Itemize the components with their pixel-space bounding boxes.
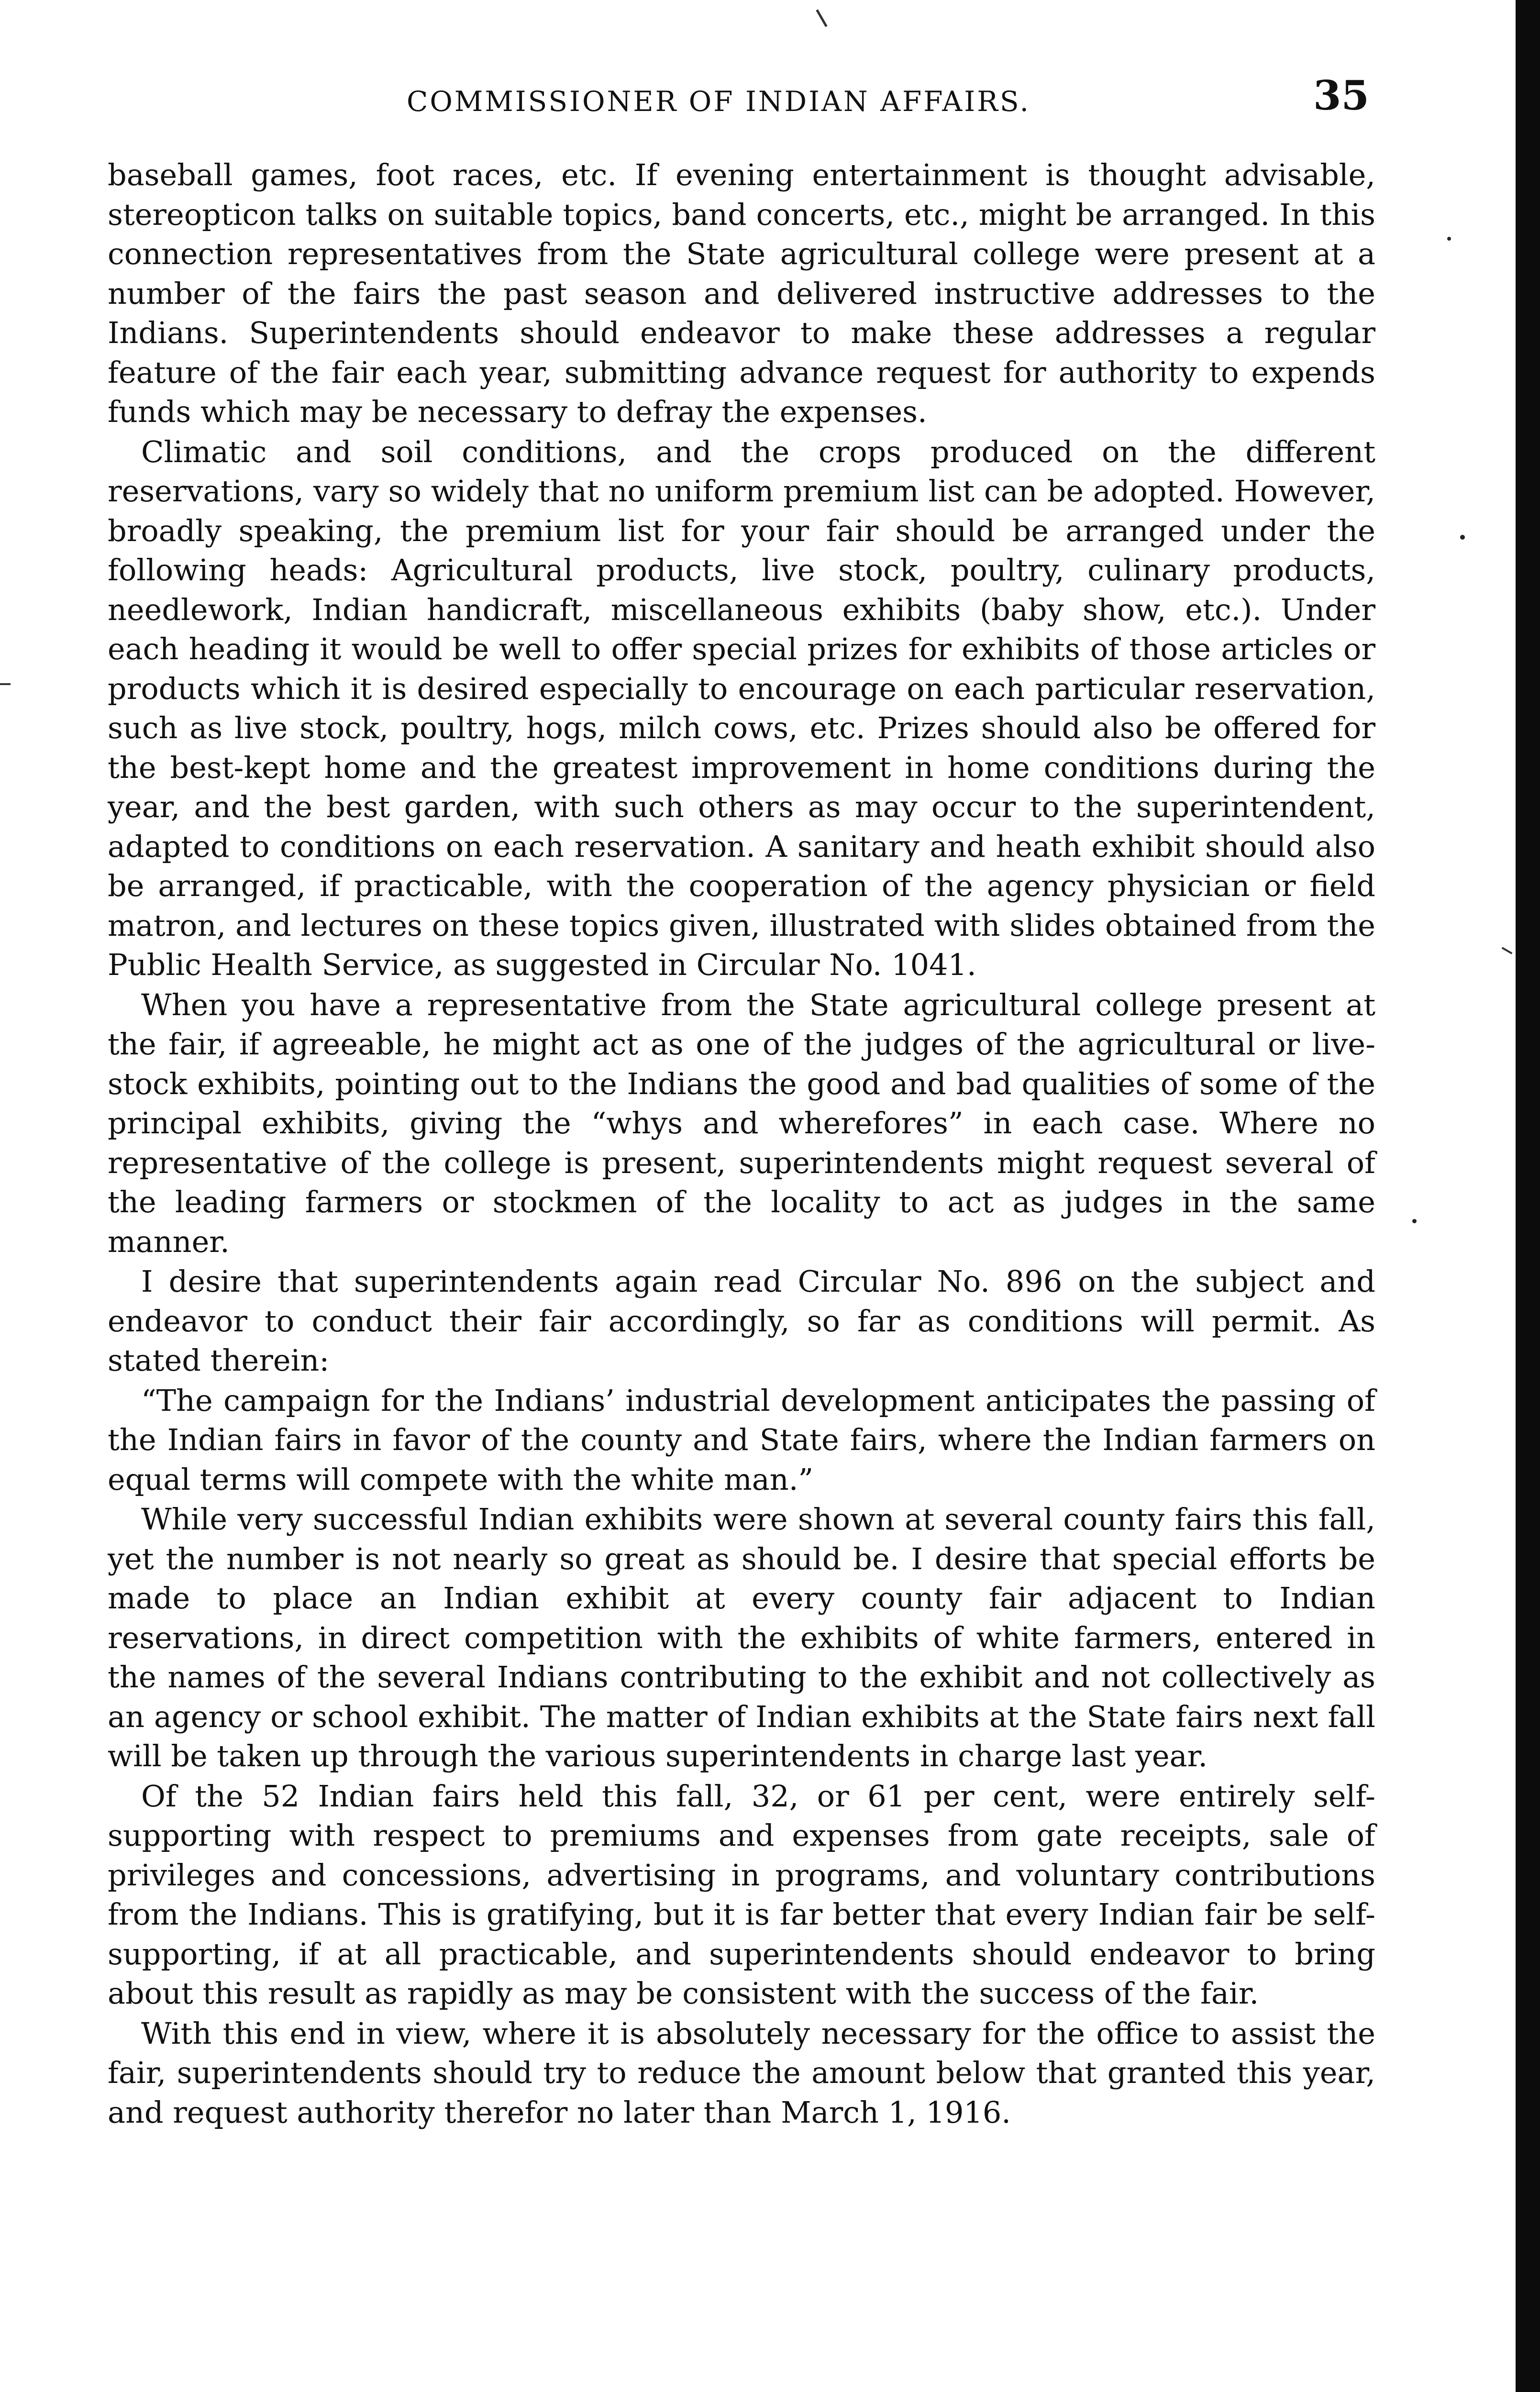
paragraph: While very successful Indian exhibits were shown at several county fairs this fall, yet the number is not nearly so great as should be. I desire that special efforts be made to place an Indian exhibit at every county fair adjacent to Indian reservations, in direct competition with the exhibits of white farmers, entered in the names of the several Indians contributing to the exhibit and not collectively as an agency or school exhibit. The matter of Indian exhibits at the State fairs next fall will be taken up through the various superintendents in charge last year. [108,1502,1375,1773]
page-number: 35 [1313,72,1369,119]
body-text [108,155,1375,2133]
paragraph: baseball games, foot races, etc. If evening entertainment is thought advisable, stereopticon talks on suitable topics, band concerts, etc., might be arranged. In this connection representatives from the State agricultural college were present at a number of the fairs the past season and delivered instructive addresses to the Indians. Superintendents should endeavor to make these addresses a regular feature of the fair each year, submitting advance request for authority to expends funds which may be necessary to defray the expenses. [108,157,1375,429]
scan-mark [816,9,827,27]
running-head: COMMISSIONER OF INDIAN AFFAIRS. [407,85,1030,118]
scan-mark [1502,947,1513,954]
page-header [0,72,1540,129]
paragraph: When you have a representative from the State agricultural college present at the fair, if agreeable, he might act as one of the judges of the agricultural or live-stock exhibits, pointing out to the Indians the good and bad qualities of some of the principal exhibits, giving the “whys and wherefores” in each case. Where no representative of the college is present, superintendents might request several of the leading farmers or stockmen of the locality to act as judges in the same manner. [108,987,1375,1259]
scan-page-edge [1516,0,1540,2392]
paragraph: Of the 52 Indian fairs held this fall, 32, or 61 per cent, were entirely self-supporting with respect to premiums and expenses from gate receipts, sale of privileges and concessions, advertising in programs, and voluntary contributions from the Indians. This is gratifying, but it is far better that every Indian fair be self-supporting, if at all practicable, and superintendents should endeavor to bring about this result as rapidly as may be consistent with the success of the fair. [108,1778,1375,2011]
paragraph: I desire that superintendents again read Circular No. 896 on the subject and endeavor to conduct their fair accordingly, so far as conditions will permit. As stated therein: [108,1264,1375,1378]
scan-mark [0,683,11,685]
scan-speck [1447,237,1451,241]
paragraph: With this end in view, where it is absolutely necessary for the office to assist the fair, superintendents should try to reduce the amount below that granted this year, and request authority therefor no later than March 1, 1916. [108,2015,1375,2130]
quoted-paragraph: “The campaign for the Indians’ industrial development anticipates the passing of the Indian fairs in favor of the county and State fairs, where the Indian farmers on equal terms will compete with the white man.” [108,1383,1375,1497]
scan-speck [1460,535,1465,540]
paragraph: Climatic and soil conditions, and the crops produced on the different reservations, vary so widely that no uniform premium list can be adopted. However, broadly speaking, the premium list for your fair should be arranged under the following heads: Agricultural products, live stock, poultry, culinary products, needlework, Indian handicraft, miscellaneous exhibits (baby show, etc.). Under each heading it would be well to offer special prizes for exhibits of those articles or products which it is desired especially to encourage on each particular reservation, such as live stock, poultry, hogs, milch cows, etc. Prizes should also be offered for the best-kept home and the greatest improvement in home conditions during the year, and the best garden, with such others as may occur to the superintendent, adapted to conditions on each reservation. A sanitary and heath exhibit should also be arranged, if practicable, with the cooperation of the agency physician or field matron, and lectures on these topics given, illustrated with slides obtained from the Public Health Service, as suggested in Circular No. 1041. [108,434,1375,982]
scan-speck [1412,1219,1417,1223]
